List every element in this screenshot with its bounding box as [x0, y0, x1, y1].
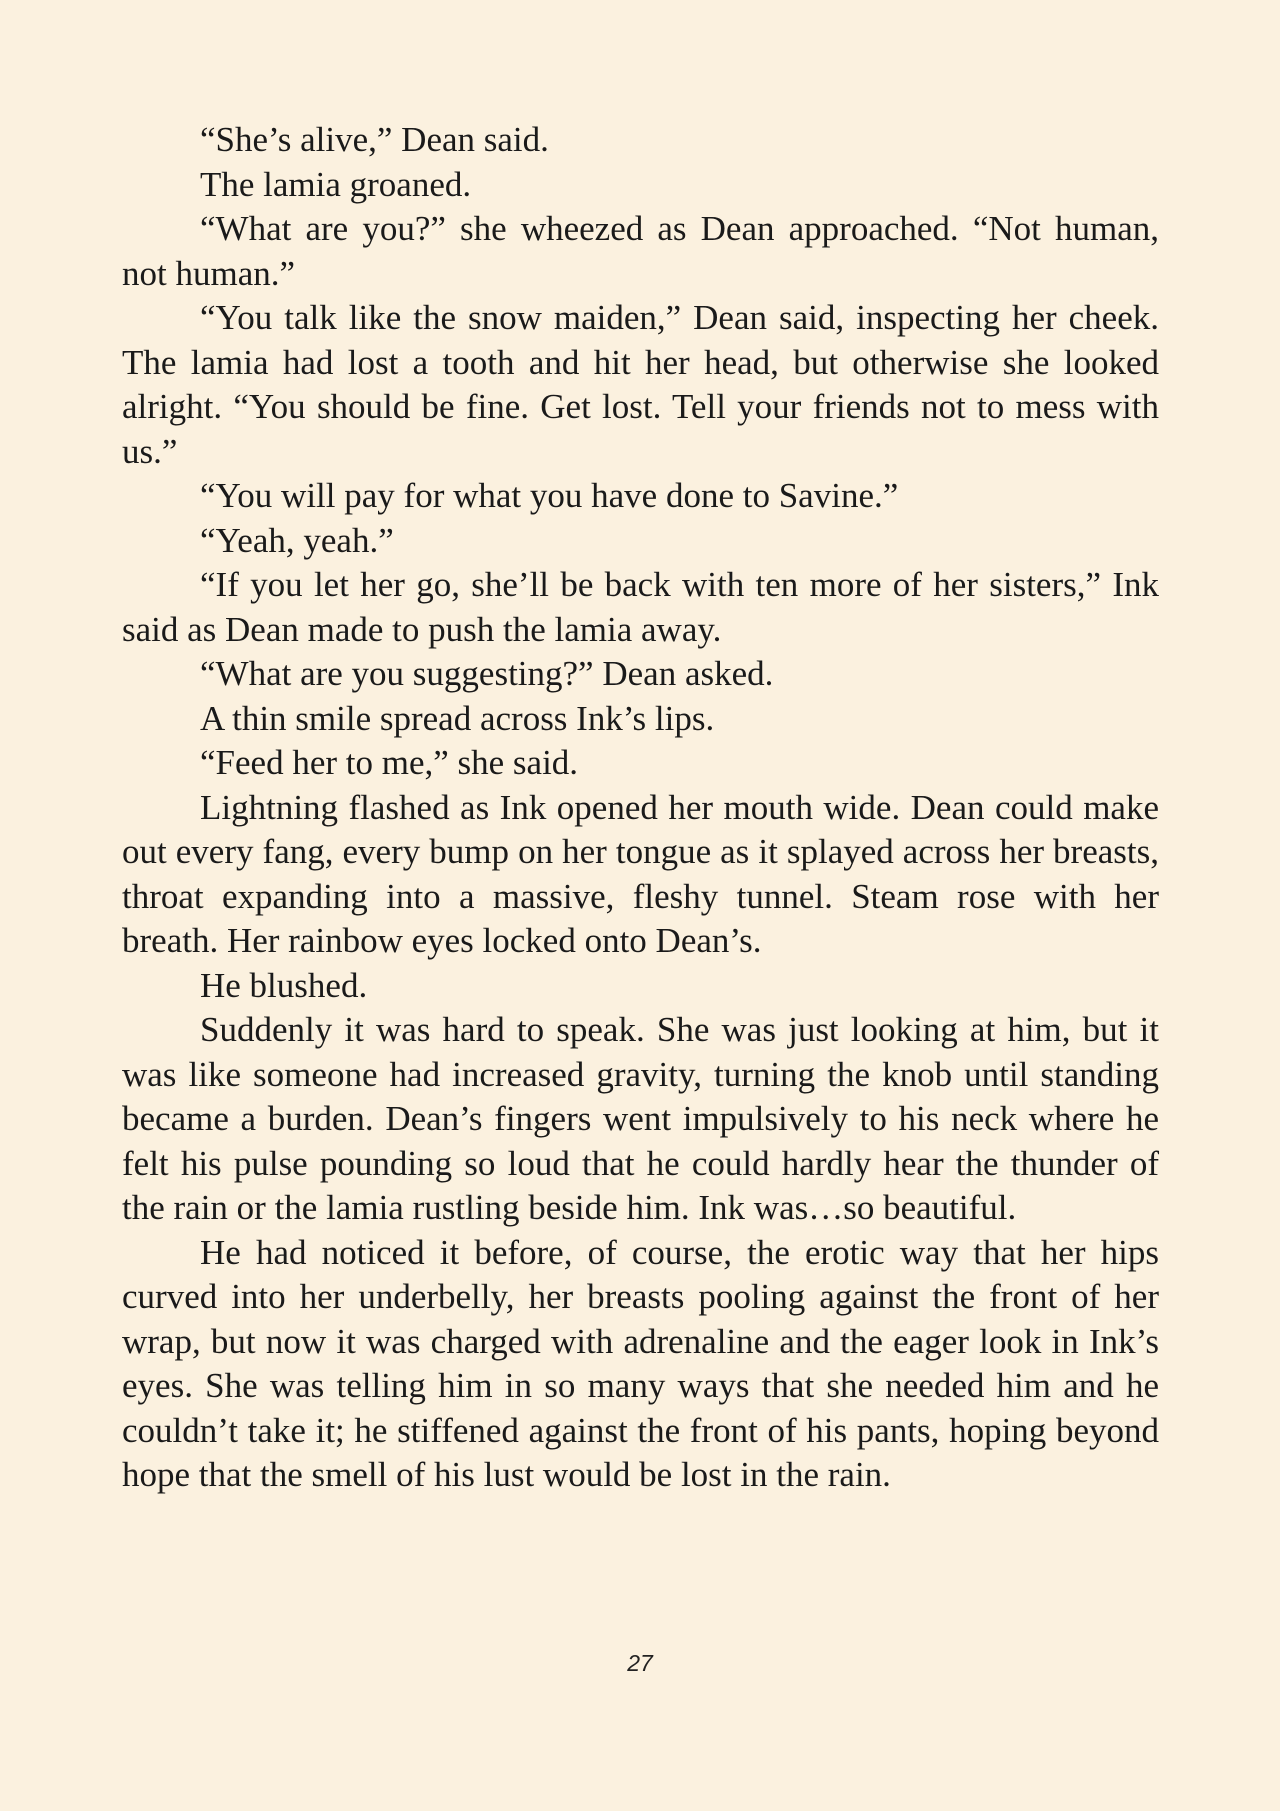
paragraph: “Yeah, yeah.”: [200, 520, 394, 560]
paragraph: “You will pay for what you have done to Savine.”: [200, 476, 899, 515]
page-number: 27: [627, 1650, 653, 1676]
paragraph: The lamia groaned.: [200, 164, 472, 204]
paragraph: “What are you suggesting?” Dean asked.: [200, 654, 774, 693]
paragraph: He had noticed it before, of course, the erotic way that her hips curved into her underbelly, her breasts pooling against the front of her wrap, but now it was charged with adrenaline and the eager look in Ink’s eyes. She was telling him in so many ways that she needed him and he couldn’t take it; he stiffened against the front of his pants, hoping beyond hope that the smell of his lust would be lost in the rain.: [122, 1232, 1159, 1494]
paragraph: Suddenly it was hard to speak. She was just looking at him, but it was like someone had increased gravity, turning the knob until standing became a burden. Dean’s fingers went impulsively to his neck where he felt his pulse pounding so loud that he could hardly hear the thunder of the rain or the lamia rustling beside him. Ink was…so beautiful.: [122, 1010, 1159, 1227]
paragraph: “If you let her go, she’ll be back with ten more of her sisters,” Ink said as Dean made to push the lamia away.: [122, 565, 1159, 649]
paragraph: “What are you?” she wheezed as Dean approached. “Not human, not human.”: [122, 209, 1159, 293]
paragraph: He blushed.: [200, 965, 368, 1005]
paragraph: Lightning flashed as Ink opened her mouth wide. Dean could make out every fang, every bump on her tongue as it splayed across her breasts, throat expanding into a massive, fleshy tunnel. Steam rose with her breath. Her rainbow eyes locked onto Dean’s.: [122, 787, 1159, 960]
paragraph: “She’s alive,” Dean said.: [200, 120, 549, 159]
body-text: [122, 118, 1159, 1498]
paragraph: “Feed her to me,” she said.: [200, 743, 579, 782]
paragraph: A thin smile spread across Ink’s lips.: [200, 698, 715, 738]
paragraph: “You talk like the snow maiden,” Dean said, inspecting her cheek. The lamia had lost a tooth and hit her head, but otherwise she looked alright. “You should be fine. Get lost. Tell your friends not to mess with us.”: [122, 298, 1159, 471]
